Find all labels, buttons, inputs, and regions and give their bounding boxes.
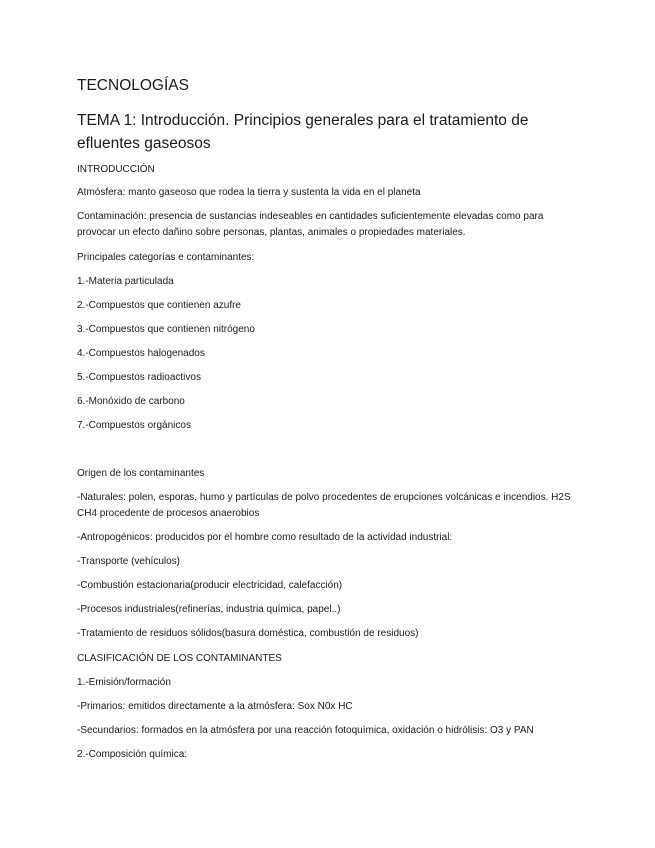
paragraph-naturales: -Naturales: polen, esporas, humo y partículas de polvo procedentes de erupciones volcánicas e incendios. H2S CH4 procedente de procesos anaerobios <box>77 492 571 519</box>
paragraph-primarios: -Primarios: emitidos directamente a la atmósfera: Sox N0x HC <box>77 701 353 712</box>
paragraph-composicion: 2.-Composición química: <box>77 749 188 760</box>
paragraph-procesos: -Procesos industriales(refinerías, industria química, papel..) <box>77 604 341 615</box>
list-item: 1.-Materia particulada <box>77 276 174 287</box>
paragraph-emision: 1.-Emisión/formación <box>77 677 171 688</box>
list-item: 5.-Compuestos radioactivos <box>77 372 201 383</box>
paragraph-tratamiento: -Tratamiento de residuos sólidos(basura doméstica, combustión de residuos) <box>77 628 419 639</box>
document-subtitle: TEMA 1: Introducción. Principios generales para el tratamiento de efluentes gaseosos <box>77 112 529 152</box>
paragraph-combustion: -Combustión estacionaria(producir electricidad, calefacción) <box>77 580 343 591</box>
paragraph-antropogenicos: -Antropogénicos: producidos por el hombre como resultado de la actividad industrial: <box>77 532 453 543</box>
paragraph-secundarios: -Secundarios: formados en la atmósfera por una reacción fotoquímica, oxidación o hidrólisis: O3 y PAN <box>77 725 534 736</box>
list-item: 6.-Monóxido de carbono <box>77 396 185 407</box>
intro-heading: INTRODUCCIÓN <box>77 164 155 175</box>
list-item: 2.-Compuestos que contienen azufre <box>77 300 241 311</box>
paragraph-transporte: -Transporte (vehículos) <box>77 556 180 567</box>
paragraph-contaminacion: Contaminación: presencia de sustancias indeseables en cantidades suficientemente elevadas como para provocar un efecto dañino sobre personas, plantas, animales o propiedades materiales. <box>77 211 544 238</box>
list-item: 3.-Compuestos que contienen nitrógeno <box>77 324 255 335</box>
categorias-heading: Principales categorías e contaminantes: <box>77 252 255 263</box>
document-title: TECNOLOGÍAS <box>77 77 189 94</box>
list-item: 4.-Compuestos halogenados <box>77 348 205 359</box>
list-item: 7.-Compuestos orgánicos <box>77 420 191 431</box>
clasificacion-heading: CLASIFICACIÓN DE LOS CONTAMINANTES <box>77 653 282 664</box>
origen-heading: Origen de los contaminantes <box>77 468 205 479</box>
paragraph-atmosfera: Atmósfera: manto gaseoso que rodea la tierra y sustenta la vida en el planeta <box>77 187 421 198</box>
